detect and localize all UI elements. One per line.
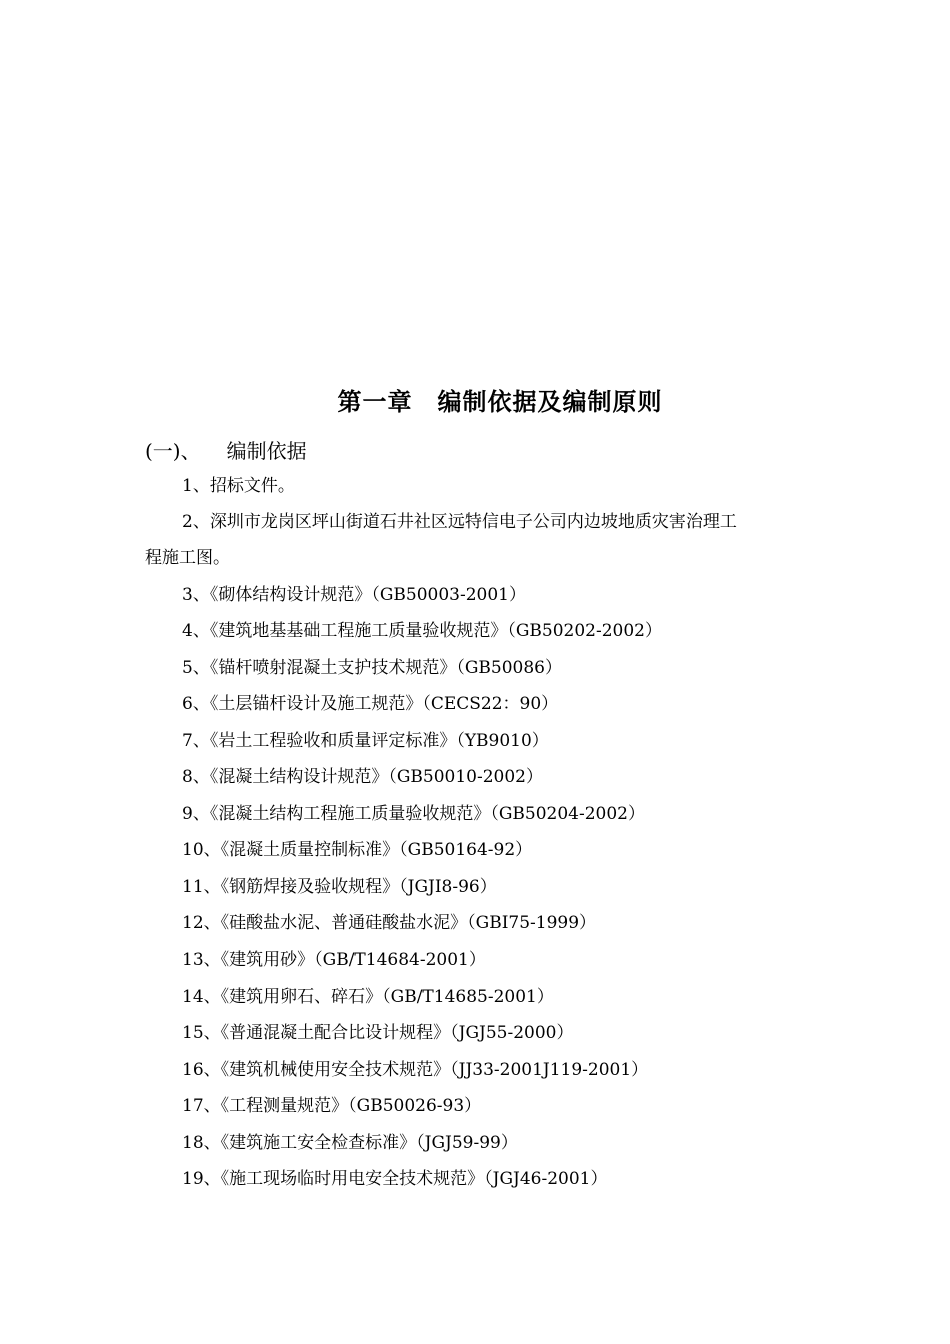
section-title: 编制依据	[226, 439, 307, 463]
list-item: 14、《建筑用卵石、碎石》（GB/T14685-2001）	[182, 987, 554, 1007]
section-number: (一)、	[145, 439, 201, 463]
list-item: 6、《土层锚杆设计及施工规范》（CECS22：90）	[182, 694, 559, 714]
list-item: 16、《建筑机械使用安全技术规范》（JJ33-2001J119-2001）	[182, 1060, 649, 1080]
list-item: 15、《普通混凝土配合比设计规程》（JGJ55-2000）	[182, 1023, 574, 1043]
list-item: 10、《混凝土质量控制标准》（GB50164-92）	[182, 840, 533, 860]
list-item: 4、《建筑地基基础工程施工质量验收规范》（GB50202-2002）	[182, 621, 662, 641]
list-item: 5、《锚杆喷射混凝土支护技术规范》（GB50086）	[182, 658, 562, 678]
list-item-continuation: 程施工图。	[145, 548, 230, 568]
list-item: 19、《施工现场临时用电安全技术规范》（JGJ46-2001）	[182, 1169, 608, 1189]
list-item: 3、《砌体结构设计规范》（GB50003-2001）	[182, 585, 526, 605]
list-item: 13、《建筑用砂》（GB/T14684-2001）	[182, 950, 486, 970]
list-item: 1、招标文件。	[182, 476, 295, 496]
chapter-title: 第一章 编制依据及编制原则	[337, 387, 663, 416]
list-item: 8、《混凝土结构设计规范》（GB50010-2002）	[182, 767, 543, 787]
section-heading	[145, 435, 307, 464]
list-item: 7、《岩土工程验收和质量评定标准》（YB9010）	[182, 731, 549, 751]
list-item: 11、《钢筋焊接及验收规程》（JGJI8-96）	[182, 877, 497, 897]
list-item: 12、《硅酸盐水泥、普通硅酸盐水泥》（GBI75-1999）	[182, 913, 597, 933]
list-item: 2、深圳市龙岗区坪山街道石井社区远特信电子公司内边坡地质灾害治理工	[182, 512, 737, 532]
list-item: 18、《建筑施工安全检查标准》（JGJ59-99）	[182, 1133, 518, 1153]
list-item: 17、《工程测量规范》（GB50026-93）	[182, 1096, 482, 1116]
list-item: 9、《混凝土结构工程施工质量验收规范》（GB50204-2002）	[182, 804, 645, 824]
